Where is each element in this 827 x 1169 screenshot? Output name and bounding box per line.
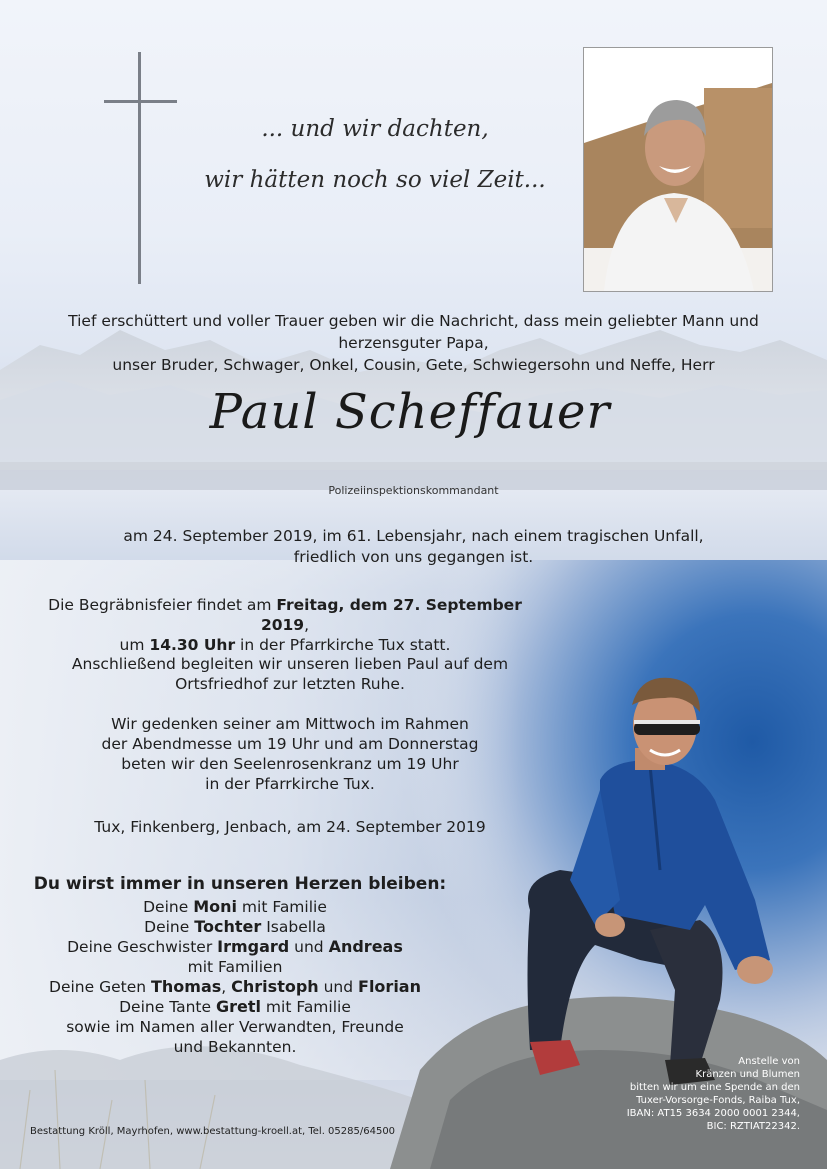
funeral-time: 14.30 Uhr	[149, 636, 236, 654]
burial-info	[40, 654, 540, 694]
mourner-row: und Bekannten.	[173, 1038, 297, 1056]
passing-text	[100, 526, 727, 568]
burial-line-2: Ortsfriedhof zur letzten Ruhe.	[175, 675, 405, 693]
mourner-row: Deine Geschwister Irmgard und Andreas	[67, 937, 403, 956]
funeral-text-2: um	[119, 636, 150, 654]
donation-line: Anstelle von	[738, 1056, 800, 1067]
funeral-home-footer: Bestattung Kröll, Mayrhofen, www.bestattung-kroell.at, Tel. 05285/64500	[30, 1126, 396, 1137]
mourner-row: mit Familien	[187, 958, 283, 976]
mourners-list	[40, 897, 430, 1057]
deceased-name: Paul Scheffauer	[209, 384, 611, 440]
quote-line-1: ... und wir dachten,	[261, 116, 489, 142]
donation-line: bitten wir um eine Spende an den	[629, 1082, 800, 1093]
announcement-line-1: Tief erschüttert und voller Trauer geben wir die Nachricht, dass mein geliebter Mann und herzensguter Papa,	[68, 312, 759, 352]
funeral-text: Die Begräbnisfeier findet am	[48, 596, 277, 614]
mourners-heading: Du wirst immer in unseren Herzen bleiben:	[33, 874, 447, 894]
funeral-comma: ,	[304, 616, 310, 634]
mass-line-1: Wir gedenken seiner am Mittwoch im Rahmen	[111, 715, 469, 733]
mourner-row: Deine Geten Thomas, Christoph und Florian	[49, 977, 421, 996]
passing-line-1: am 24. September 2019, im 61. Lebensjahr, nach einem tragischen Unfall,	[123, 527, 704, 545]
funeral-info	[30, 595, 540, 655]
mass-line-3: beten wir den Seelenrosenkranz um 19 Uhr	[121, 755, 459, 773]
mourner-row: sowie im Namen aller Verwandten, Freunde	[66, 1018, 404, 1036]
donation-note	[560, 1055, 800, 1133]
announcement-line-2: unser Bruder, Schwager, Onkel, Cousin, Gete, Schwiegersohn und Neffe, Herr	[112, 356, 715, 374]
mourner-row: Deine Tochter Isabella	[144, 917, 326, 936]
mourner-row: Deine Moni mit Familie	[143, 897, 327, 916]
mourner-row: Deine Tante Gretl mit Familie	[119, 997, 351, 1016]
donation-line: BIC: RZTIAT22342.	[706, 1121, 800, 1132]
outdoor-photo	[500, 670, 800, 1100]
mass-line-4: in der Pfarrkirche Tux.	[205, 775, 375, 793]
burial-line-1: Anschließend begleiten wir unseren lieben Paul auf dem	[71, 655, 509, 673]
funeral-location: in der Pfarrkirche Tux statt.	[235, 636, 451, 654]
mass-info	[60, 714, 520, 794]
mass-line-2: der Abendmesse um 19 Uhr und am Donnerstag	[101, 735, 479, 753]
portrait-photo	[583, 47, 773, 292]
donation-line: IBAN: AT15 3634 2000 0001 2344,	[626, 1108, 800, 1119]
place-date: Tux, Finkenberg, Jenbach, am 24. September 2019	[94, 818, 486, 836]
donation-line: Tuxer-Vorsorge-Fonds, Raiba Tux,	[636, 1095, 800, 1106]
quote-line-2: wir hätten noch so viel Zeit...	[204, 167, 546, 193]
donation-line: Kränzen und Blumen	[695, 1069, 800, 1080]
funeral-date: Freitag, dem 27. September 2019	[260, 596, 522, 634]
deceased-title: Polizeiinspektionskommandant	[328, 484, 499, 497]
passing-line-2: friedlich von uns gegangen ist.	[293, 548, 534, 566]
announcement-text	[20, 310, 807, 376]
